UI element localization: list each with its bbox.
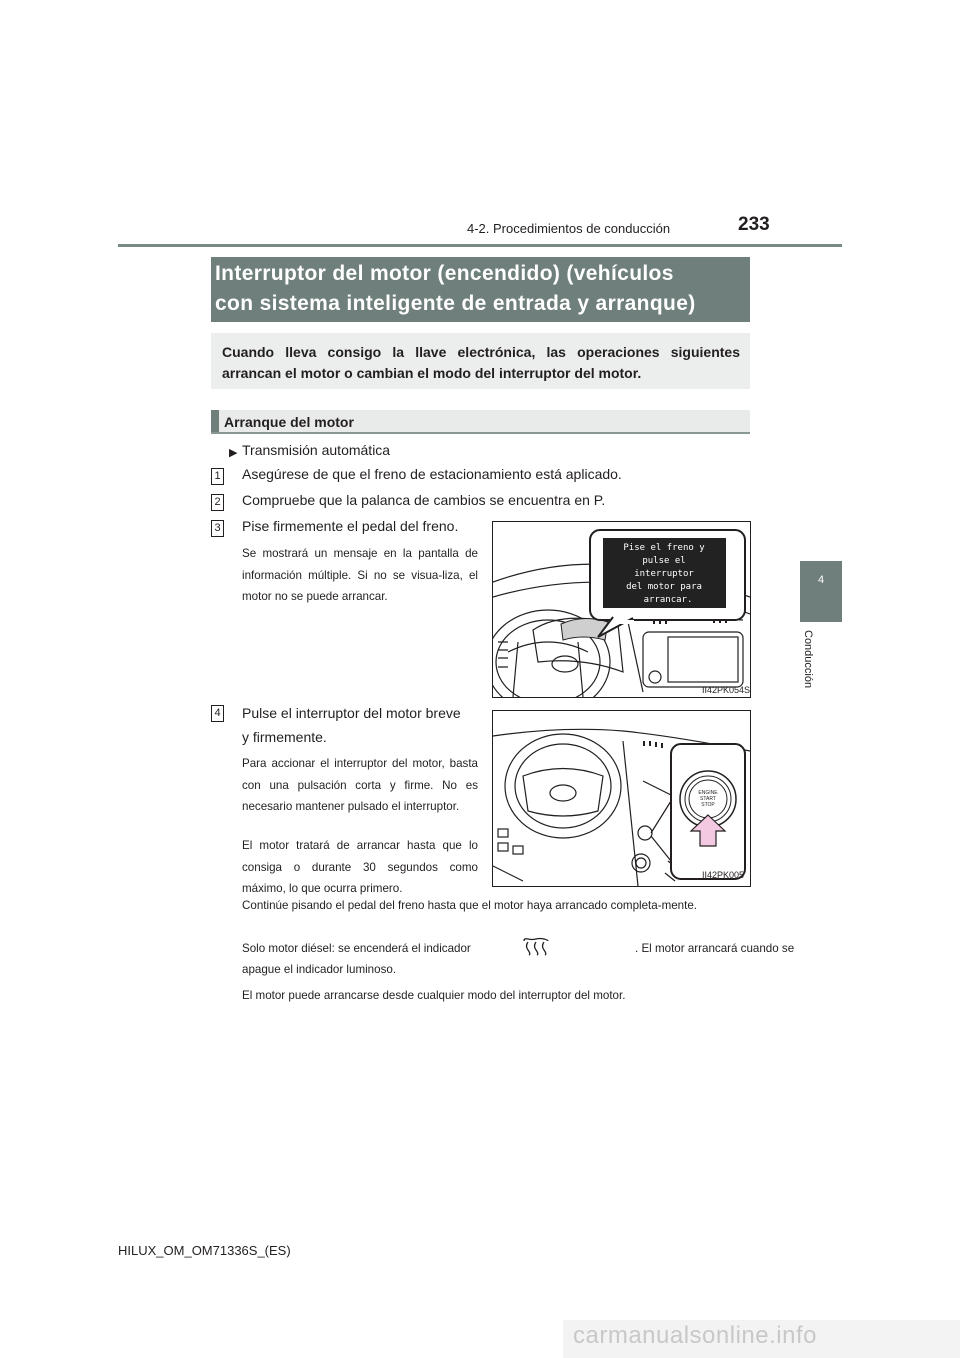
diesel-note-before: Solo motor diésel: se encenderá el indicador <box>242 942 471 955</box>
step-number: 2 <box>211 494 224 511</box>
page-title-line-2: con sistema inteligente de entrada y arranque) <box>215 292 696 315</box>
subheading-rule <box>211 432 750 434</box>
footer-doc-id: HILUX_OM_OM71336S_(ES) <box>118 1243 291 1258</box>
section-title: 4-2. Procedimientos de conducción <box>467 221 671 236</box>
figure-engine-start-button <box>492 710 751 887</box>
button-label-line: START <box>700 796 716 802</box>
diesel-note-line-2: apague el indicador luminoso. <box>242 963 397 976</box>
transmission-label: Transmisión automática <box>242 442 391 458</box>
chapter-tab-label-text: Conducción <box>802 630 814 689</box>
page-title-line-1: Interruptor del motor (encendido) (vehículos <box>215 262 674 285</box>
triangle-bullet-icon: ▶ <box>229 447 238 459</box>
final-note: El motor puede arrancarse desde cualquier modo del interruptor del motor. <box>242 989 626 1002</box>
figure1-code: II42PK054S <box>702 685 751 695</box>
step-text: Pise firmemente el pedal del freno. <box>242 518 459 534</box>
step-text-line-1: Pulse el interruptor del motor breve <box>242 705 461 721</box>
figure1-message-line: pulse el <box>642 556 686 566</box>
dashboard-illustration <box>493 522 750 697</box>
subheading-bar <box>211 410 219 433</box>
figure1-message-line: interruptor <box>634 569 694 579</box>
step-note: Para accionar el interruptor del motor, basta con una pulsación corta y firme. No es necesario mantener pulsado el interruptor. <box>242 757 478 813</box>
figure1-message-line: Pise el freno y <box>623 543 705 553</box>
subheading: Arranque del motor <box>224 414 354 430</box>
step-text: Compruebe que la palanca de cambios se encuentra en P. <box>242 492 606 508</box>
diesel-note-after: . El motor arrancará cuando se <box>635 942 795 955</box>
intro-line-1: Cuando lleva consigo la llave electrónica, las operaciones siguientes <box>222 344 740 360</box>
figure-dashboard-message <box>492 521 751 698</box>
continue-note: Continúe pisando el pedal del freno hasta que el motor haya arrancado completa-mente. <box>242 899 698 912</box>
step-note: Se mostrará un mensaje en la pantalla de información múltiple. Si no se visua-liza, el motor no se puede arrancar. <box>242 547 478 603</box>
chapter-tab <box>800 561 842 622</box>
chapter-tab-number: 4 <box>817 574 825 586</box>
step-number: 4 <box>211 705 224 722</box>
page-number: 233 <box>738 214 770 235</box>
intro-line-2: arrancan el motor o cambian el modo del interruptor del motor. <box>222 365 642 381</box>
step-number: 3 <box>211 520 224 537</box>
steering-wheel-illustration <box>493 711 750 886</box>
step-note: El motor tratará de arrancar hasta que lo consiga o durante 30 segundos como máximo, lo que ocurra primero. <box>242 839 478 895</box>
figure1-message-line: del motor para <box>626 582 702 592</box>
step-number: 1 <box>211 468 224 485</box>
button-label-line: STOP <box>701 802 715 808</box>
watermark: carmanualsonline.info <box>573 1322 817 1349</box>
step-text: Asegúrese de que el freno de estacionamiento está aplicado. <box>242 466 622 482</box>
figure2-code: II42PK005 <box>702 870 745 880</box>
chapter-tab-label <box>802 630 830 710</box>
step-text-line-2: y firmemente. <box>242 729 327 745</box>
glow-plug-indicator-icon <box>521 935 551 957</box>
figure1-message-line: arrancar. <box>643 595 693 605</box>
header-rule <box>118 244 842 247</box>
button-label-line: ENGINE <box>698 790 718 796</box>
